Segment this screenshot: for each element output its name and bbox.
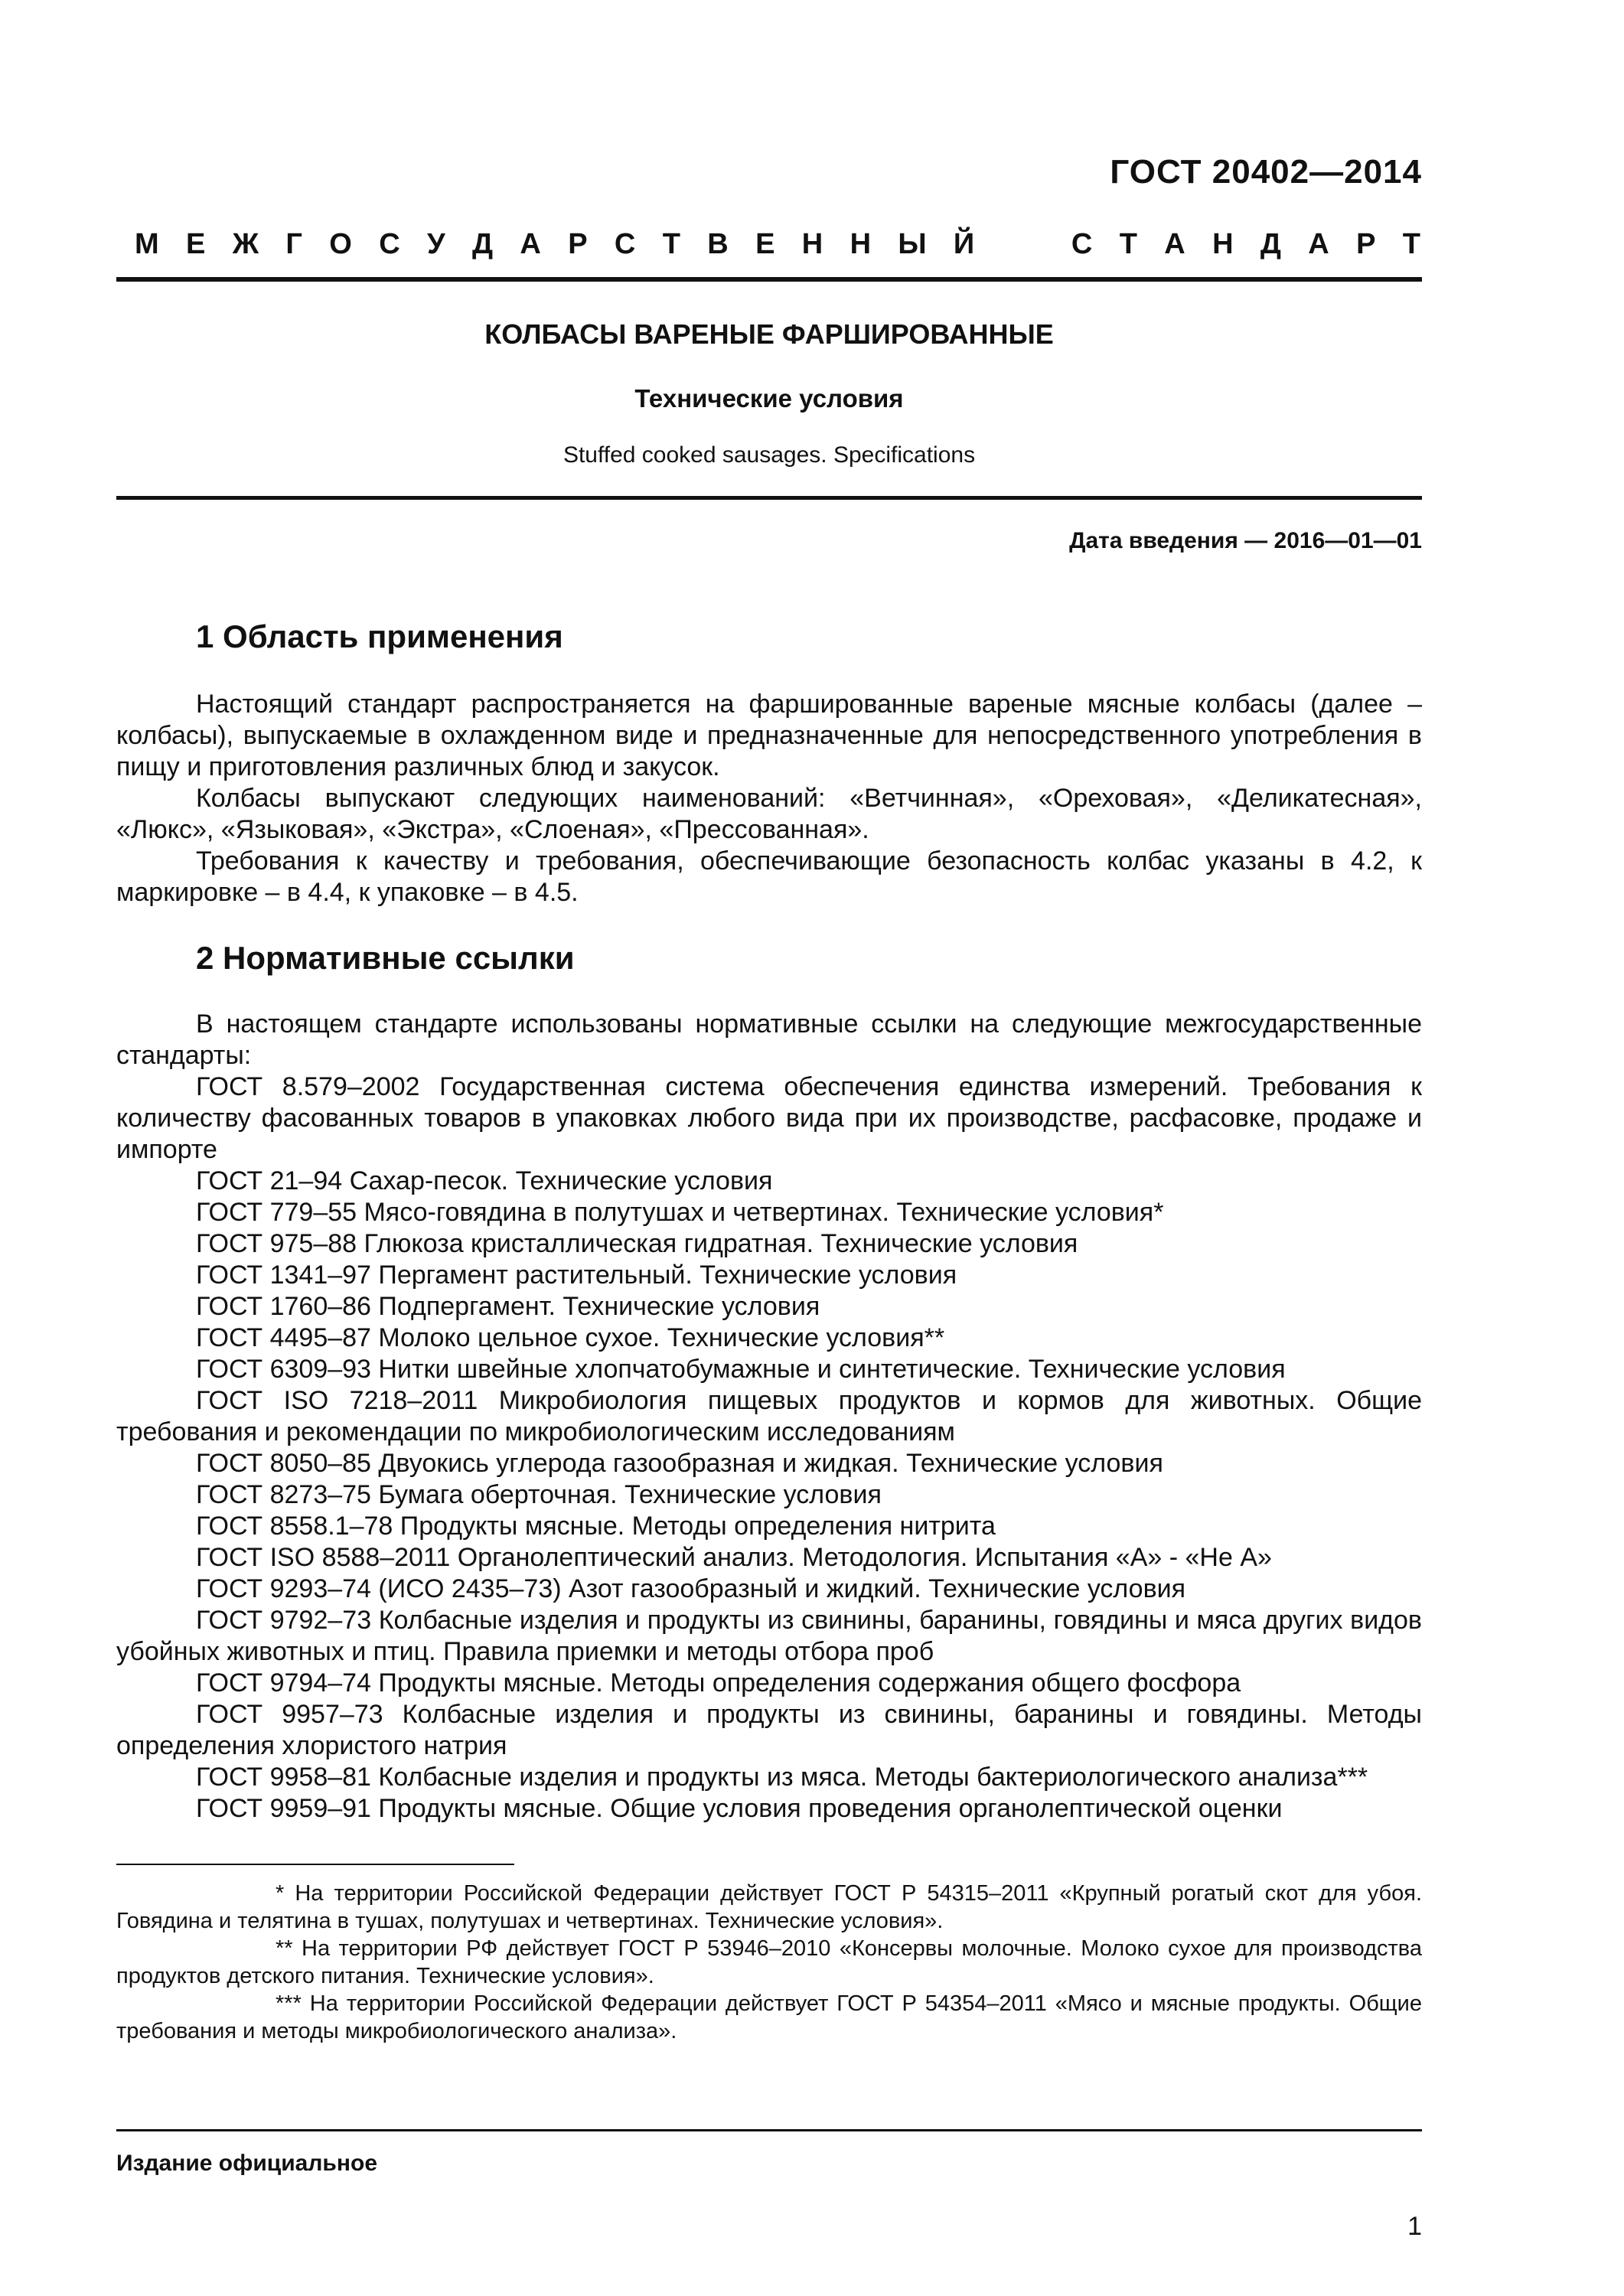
normative-reference: ГОСТ 9959–91 Продукты мясные. Общие условия проведения органолептической оценки (196, 1794, 1283, 1823)
normative-reference: ГОСТ 1760–86 Подпергамент. Технические условия (196, 1292, 820, 1321)
title-rule (116, 496, 1422, 500)
banner-letter: С (1071, 228, 1093, 260)
banner-gap (1002, 228, 1045, 261)
banner-letter: М (135, 228, 159, 260)
banner-letter: А (1308, 228, 1329, 260)
footnote-text: На территории РФ действует ГОСТ Р 53946–2010 «Консервы молочные. Молоко сухое для производства продуктов детского питания. Технические условия». (116, 1936, 1422, 1988)
normative-reference: ГОСТ 9958–81 Колбасные изделия и продукты из мяса. Методы бактериологического анализа*** (196, 1763, 1368, 1792)
document-number: ГОСТ 20402—2014 (1110, 153, 1422, 191)
footnote-mark: ** (276, 1936, 293, 1961)
normative-reference: ГОСТ 975–88 Глюкоза кристаллическая гидратная. Технические условия (196, 1229, 1078, 1258)
normative-reference: ГОСТ 8558.1–78 Продукты мясные. Методы определения нитрита (196, 1512, 996, 1541)
section-1-body (116, 689, 1422, 908)
normative-reference: ГОСТ 779–55 Мясо-говядина в полутушах и четвертинах. Технические условия* (196, 1198, 1164, 1227)
banner-letter: Т (662, 228, 680, 260)
normative-reference: ГОСТ 9794–74 Продукты мясные. Методы определения содержания общего фосфора (196, 1668, 1241, 1698)
banner-letter: Д (1260, 228, 1281, 260)
footnote-mark: * (276, 1881, 285, 1906)
banner-letter: Р (1356, 228, 1376, 260)
banner-letter: Г (285, 228, 302, 260)
paragraph: Требования к качеству и требования, обеспечивающие безопасность колбас указаны в 4.2, к маркировке – в 4.4, к упаковке – в 4.5. (116, 846, 1422, 907)
official-edition-label: Издание официальное (116, 2151, 378, 2176)
paragraph: В настоящем стандарте использованы нормативные ссылки на следующие межгосударственные стандарты: (116, 1009, 1422, 1070)
banner-letter: Е (755, 228, 775, 260)
banner-letter: У (427, 228, 445, 260)
banner-letter: Н (801, 228, 823, 260)
document-subtitle: Технические условия (634, 384, 904, 413)
page-number: 1 (1407, 2212, 1422, 2241)
banner-letter: А (1164, 228, 1185, 260)
banner-letter: Е (186, 228, 206, 260)
paragraph: Настоящий стандарт распространяется на фаршированные вареные мясные колбасы (далее – колбасы), выпускаемые в охлажденном виде и предназначенные для непосредственного употребления в пищу и приготовления различных блюд и закусок. (116, 690, 1422, 781)
normative-reference: ГОСТ 1341–97 Пергамент растительный. Технические условия (196, 1261, 957, 1290)
banner-letter: О (329, 228, 352, 260)
footnote-text: На территории Российской Федерации действует ГОСТ Р 54315–2011 «Крупный рогатый скот для убоя. Говядина и телятина в тушах, полутушах и четвертинах. Технические условия». (116, 1881, 1422, 1933)
footnote (116, 1990, 1422, 2045)
banner-letter: Н (850, 228, 872, 260)
footnote-separator (116, 1864, 514, 1865)
normative-reference: ГОСТ 8.579–2002 Государственная система обеспечения единства измерений. Требования к количеству фасованных товаров в упаковках любого вида при их производстве, расфасовке, продаже и импорте (116, 1072, 1422, 1164)
footnotes (116, 1880, 1422, 2045)
footnote-mark: *** (276, 1991, 302, 2016)
footnote (116, 1880, 1422, 1935)
banner-letter: Т (1402, 228, 1420, 260)
normative-reference: ГОСТ 8050–85 Двуокись углерода газообразная и жидкая. Технические условия (196, 1449, 1163, 1478)
footer-rule (116, 2129, 1422, 2131)
banner-letter: Р (568, 228, 588, 260)
footnote-text: На территории Российской Федерации действует ГОСТ Р 54354–2011 «Мясо и мясные продукты. Общие требования и методы микробиологического анализа». (116, 1991, 1422, 2043)
normative-reference: ГОСТ ISO 7218–2011 Микробиология пищевых продуктов и кормов для животных. Общие требования и рекомендации по микробиологическим исследованиям (116, 1386, 1422, 1446)
banner-letter: В (707, 228, 729, 260)
banner-letter: Ж (232, 228, 259, 260)
document-title: КОЛБАСЫ ВАРЕНЫЕ ФАРШИРОВАННЫЕ (484, 318, 1054, 350)
banner-letter: С (379, 228, 400, 260)
normative-reference: ГОСТ 9957–73 Колбасные изделия и продукты из свинины, баранины и говядины. Методы определения хлористого натрия (116, 1700, 1422, 1760)
banner-letter: Н (1212, 228, 1234, 260)
normative-reference: ГОСТ 6309–93 Нитки швейные хлопчатобумажные и синтетические. Технические условия (196, 1355, 1286, 1384)
interstate-standard-banner (135, 228, 1420, 261)
normative-reference: ГОСТ 21–94 Сахар-песок. Технические условия (196, 1166, 773, 1195)
introduction-date: Дата введения — 2016—01—01 (1069, 528, 1422, 553)
normative-reference: ГОСТ 4495–87 Молоко цельное сухое. Технические условия** (196, 1323, 945, 1352)
footnote (116, 1935, 1422, 1990)
paragraph: Колбасы выпускают следующих наименований: «Ветчинная», «Ореховая», «Деликатесная», «Люкс», «Языковая», «Экстра», «Слоеная», «Прессованная». (116, 784, 1422, 844)
normative-reference: ГОСТ 8273–75 Бумага оберточная. Технические условия (196, 1480, 882, 1509)
banner-letter: Д (471, 228, 494, 260)
header-rule (116, 277, 1422, 282)
section-2-heading: 2 Нормативные ссылки (196, 940, 575, 976)
banner-letter: Й (953, 228, 975, 260)
banner-letter: Т (1119, 228, 1137, 260)
normative-reference: ГОСТ ISO 8588–2011 Органолептический анализ. Методология. Испытания «А» - «Не А» (196, 1543, 1272, 1572)
normative-reference: ГОСТ 9293–74 (ИСО 2435–73) Азот газообразный и жидкий. Технические условия (196, 1574, 1186, 1603)
banner-letter: С (614, 228, 636, 260)
normative-reference: ГОСТ 9792–73 Колбасные изделия и продукты из свинины, баранины, говядины и мяса других видов убойных животных и птиц. Правила приемки и методы отбора проб (116, 1606, 1422, 1666)
section-1-heading: 1 Область применения (196, 618, 563, 654)
banner-letter: Ы (898, 228, 927, 260)
banner-letter: А (520, 228, 541, 260)
section-2-body (116, 1009, 1422, 1825)
english-title: Stuffed cooked sausages. Specifications (563, 442, 976, 468)
